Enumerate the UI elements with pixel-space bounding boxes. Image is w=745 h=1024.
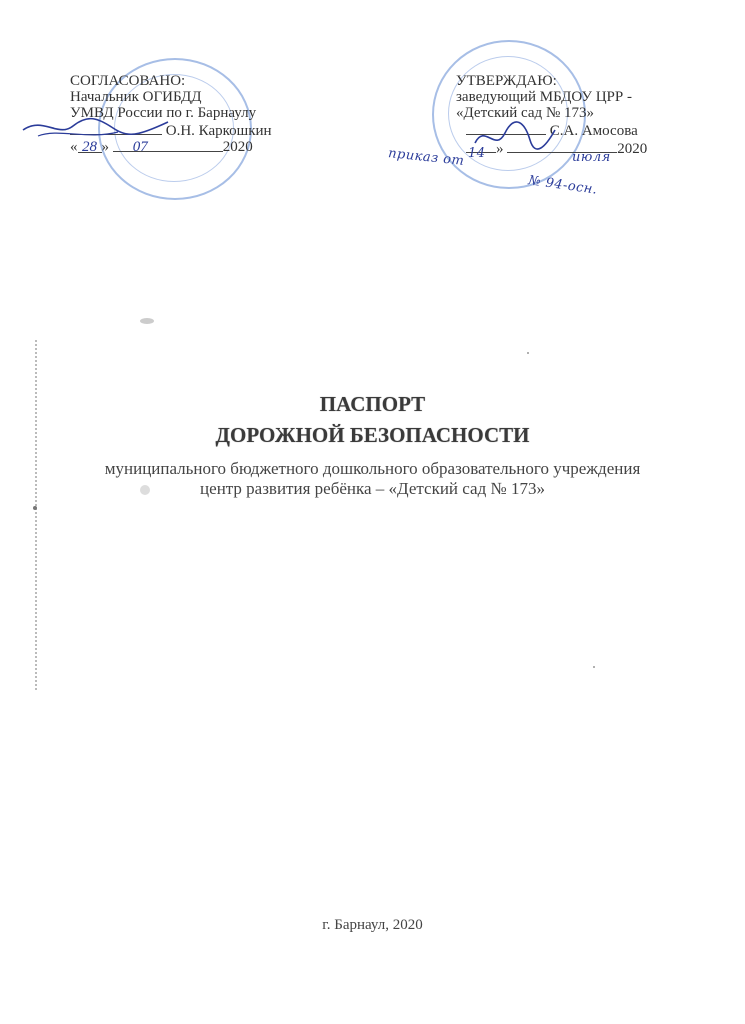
approval-right-position: заведующий МБДОУ ЦРР - (456, 89, 632, 105)
scan-speck (140, 318, 154, 324)
approval-left-name: О.Н. Каркошкин (165, 123, 272, 139)
approval-right-org: «Детский сад № 173» (456, 105, 595, 121)
approval-left-label: СОГЛАСОВАНО: (70, 73, 186, 89)
approval-right-year: 2020 (617, 141, 648, 157)
right-signature (470, 118, 560, 158)
approval-right-label: УТВЕРЖДАЮ: (456, 73, 557, 89)
scan-speck (593, 666, 595, 668)
scan-speck (140, 485, 150, 495)
approval-left-org: УМВД России по г. Барнаулу (70, 105, 257, 121)
approval-left-year: 2020 (222, 139, 253, 155)
approval-left-date: « 28 » 07 2020 (70, 139, 253, 155)
scan-speck (527, 352, 529, 354)
approval-left-position: Начальник ОГИБДД (70, 89, 202, 105)
approval-left-day: 28 (78, 139, 102, 153)
approval-left-month: 07 (113, 139, 223, 152)
approval-right-month: июля (572, 150, 611, 165)
scan-speck (33, 506, 37, 510)
approval-right-name: С.А. Амосова (549, 123, 638, 139)
order-number: № 94-осн. (527, 173, 599, 198)
document-subtitle-line2: центр развития ребёнка – «Детский сад № 173» (200, 479, 545, 498)
order-word: приказ от (387, 146, 466, 169)
approval-right-date: » 2020 (456, 139, 647, 157)
approval-right-day: 14 (468, 146, 486, 161)
document-footer: г. Барнаул, 2020 (322, 917, 423, 933)
document-title-line2: ДОРОЖНОЙ БЕЗОПАСНОСТИ (215, 423, 530, 447)
left-signature (18, 108, 178, 148)
document-title: ПАСПОРТ (319, 392, 426, 416)
document-subtitle: муниципального бюджетного дошкольного образовательного учреждения (104, 459, 641, 478)
